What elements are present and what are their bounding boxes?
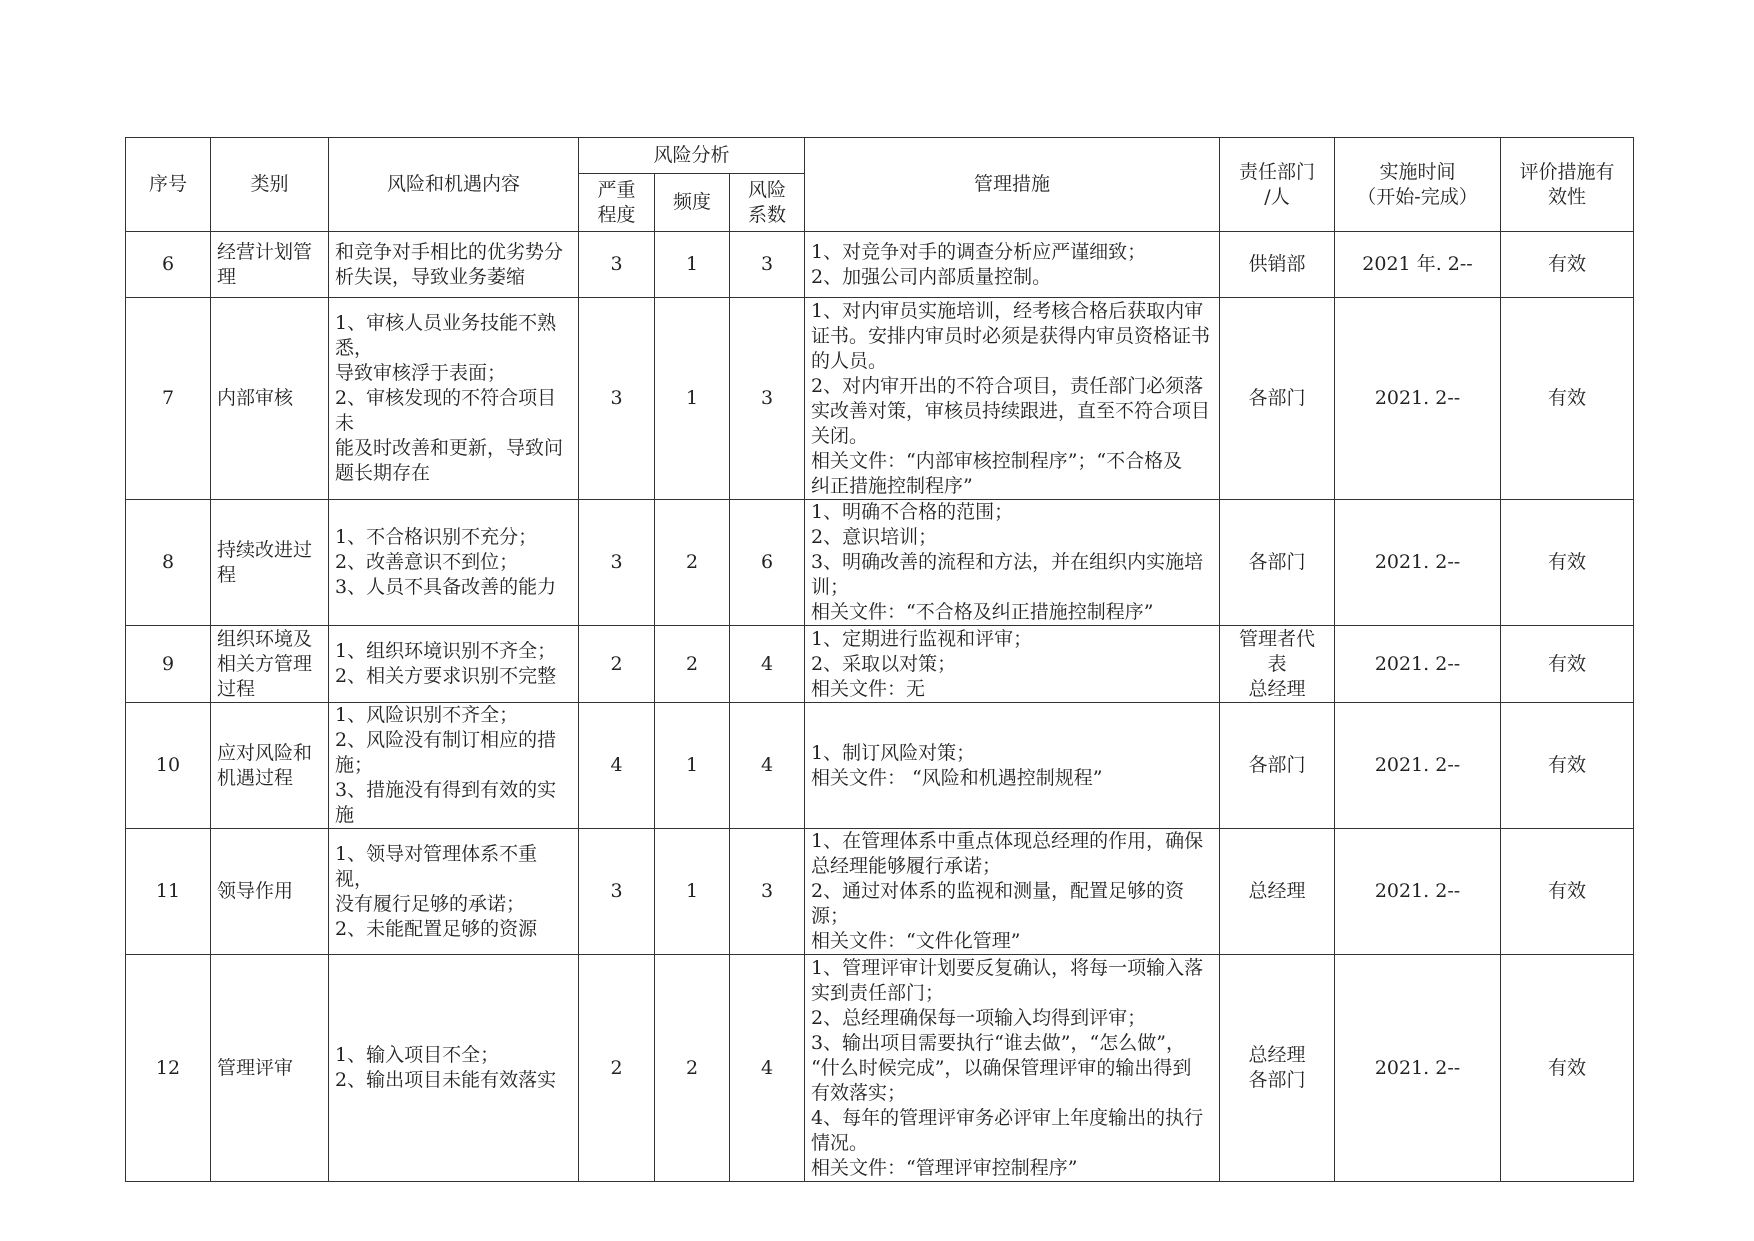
- row-measures: 1、制订风险对策； 相关文件： “风险和机遇控制规程”: [805, 703, 1220, 829]
- row-category: 经营计划管 理: [211, 232, 329, 298]
- row-measures: 1、定期进行监视和评审； 2、采取以对策； 相关文件：无: [805, 626, 1220, 703]
- header-evaluation: 评价措施有 效性: [1501, 138, 1634, 232]
- row-time: 2021. 2--: [1335, 829, 1501, 955]
- row-responsible: 各部门: [1220, 298, 1335, 500]
- row-seq: 6: [126, 232, 211, 298]
- row-seq: 8: [126, 500, 211, 626]
- header-seq: 序号: [126, 138, 211, 232]
- row-content: 1、风险识别不齐全； 2、风险没有制订相应的措施； 3、措施没有得到有效的实施: [329, 703, 579, 829]
- row-seq: 11: [126, 829, 211, 955]
- row-coefficient: 4: [730, 626, 805, 703]
- row-responsible: 管理者代 表 总经理: [1220, 626, 1335, 703]
- row-category: 持续改进过 程: [211, 500, 329, 626]
- row-time: 2021. 2--: [1335, 703, 1501, 829]
- row-severity: 2: [579, 955, 655, 1182]
- row-responsible: 各部门: [1220, 703, 1335, 829]
- header-category: 类别: [211, 138, 329, 232]
- header-content: 风险和机遇内容: [329, 138, 579, 232]
- row-evaluation: 有效: [1501, 829, 1634, 955]
- table-row: [126, 703, 1634, 829]
- table-row: [126, 626, 1634, 703]
- row-seq: 12: [126, 955, 211, 1182]
- row-severity: 4: [579, 703, 655, 829]
- row-frequency: 1: [655, 298, 730, 500]
- row-evaluation: 有效: [1501, 500, 1634, 626]
- row-evaluation: 有效: [1501, 298, 1634, 500]
- row-content: 1、组织环境识别不齐全； 2、相关方要求识别不完整: [329, 626, 579, 703]
- row-frequency: 1: [655, 829, 730, 955]
- row-category: 领导作用: [211, 829, 329, 955]
- header-risk-analysis: 风险分析: [579, 138, 805, 174]
- header-responsible: 责任部门 /人: [1220, 138, 1335, 232]
- row-responsible: 总经理 各部门: [1220, 955, 1335, 1182]
- row-responsible: 总经理: [1220, 829, 1335, 955]
- row-coefficient: 3: [730, 829, 805, 955]
- table-row: [126, 232, 1634, 298]
- row-frequency: 2: [655, 626, 730, 703]
- row-evaluation: 有效: [1501, 703, 1634, 829]
- row-evaluation: 有效: [1501, 626, 1634, 703]
- row-frequency: 2: [655, 955, 730, 1182]
- row-category: 内部审核: [211, 298, 329, 500]
- row-content: 1、输入项目不全； 2、输出项目未能有效落实: [329, 955, 579, 1182]
- row-seq: 7: [126, 298, 211, 500]
- row-content: 1、审核人员业务技能不熟悉， 导致审核浮于表面； 2、审核发现的不符合项目未 能及时改善和更新，导致问 题长期存在: [329, 298, 579, 500]
- row-evaluation: 有效: [1501, 232, 1634, 298]
- header-coefficient: 风险 系数: [730, 174, 805, 232]
- row-measures: 1、对竞争对手的调查分析应严谨细致； 2、加强公司内部质量控制。: [805, 232, 1220, 298]
- row-frequency: 2: [655, 500, 730, 626]
- row-category: 管理评审: [211, 955, 329, 1182]
- row-coefficient: 4: [730, 955, 805, 1182]
- row-severity: 3: [579, 232, 655, 298]
- row-coefficient: 6: [730, 500, 805, 626]
- row-time: 2021 年. 2--: [1335, 232, 1501, 298]
- row-responsible: 供销部: [1220, 232, 1335, 298]
- row-measures: 1、管理评审计划要反复确认，将每一项输入落 实到责任部门； 2、总经理确保每一项输入均得到评审； 3、输出项目需要执行“谁去做”，“怎么做”， “什么时候完成”，以确保管理评审的输出得到 有效落实； 4、每年的管理评审务必评审上年度输出的执行 情况。 相关文件：“管理评审控制程序”: [805, 955, 1220, 1182]
- row-coefficient: 3: [730, 298, 805, 500]
- row-content: 1、领导对管理体系不重视， 没有履行足够的承诺； 2、未能配置足够的资源: [329, 829, 579, 955]
- risk-opportunity-table: [125, 137, 1634, 1182]
- row-severity: 3: [579, 298, 655, 500]
- row-time: 2021. 2--: [1335, 955, 1501, 1182]
- row-content: 1、不合格识别不充分； 2、改善意识不到位； 3、人员不具备改善的能力: [329, 500, 579, 626]
- row-measures: 1、对内审员实施培训，经考核合格后获取内审 证书。安排内审员时必须是获得内审员资格证书 的人员。 2、对内审开出的不符合项目，责任部门必须落 实改善对策，审核员持续跟进，直至不符合项目 关闭。 相关文件：“内部审核控制程序”；“不合格及 纠正措施控制程序”: [805, 298, 1220, 500]
- table-row: [126, 500, 1634, 626]
- table-row: [126, 955, 1634, 1182]
- row-severity: 3: [579, 829, 655, 955]
- row-severity: 2: [579, 626, 655, 703]
- table-row: [126, 829, 1634, 955]
- header-severity: 严重 程度: [579, 174, 655, 232]
- row-time: 2021. 2--: [1335, 298, 1501, 500]
- header-measures: 管理措施: [805, 138, 1220, 232]
- table-row: [126, 298, 1634, 500]
- row-seq: 9: [126, 626, 211, 703]
- header-time: 实施时间 （开始-完成）: [1335, 138, 1501, 232]
- row-severity: 3: [579, 500, 655, 626]
- header-frequency: 频度: [655, 174, 730, 232]
- row-frequency: 1: [655, 232, 730, 298]
- row-category: 组织环境及 相关方管理 过程: [211, 626, 329, 703]
- row-content: 和竞争对手相比的优劣势分 析失误，导致业务萎缩: [329, 232, 579, 298]
- row-coefficient: 4: [730, 703, 805, 829]
- row-coefficient: 3: [730, 232, 805, 298]
- row-category: 应对风险和 机遇过程: [211, 703, 329, 829]
- row-frequency: 1: [655, 703, 730, 829]
- row-responsible: 各部门: [1220, 500, 1335, 626]
- row-evaluation: 有效: [1501, 955, 1634, 1182]
- row-seq: 10: [126, 703, 211, 829]
- row-measures: 1、明确不合格的范围； 2、意识培训； 3、明确改善的流程和方法，并在组织内实施培 训； 相关文件：“不合格及纠正措施控制程序”: [805, 500, 1220, 626]
- row-time: 2021. 2--: [1335, 626, 1501, 703]
- row-time: 2021. 2--: [1335, 500, 1501, 626]
- row-measures: 1、在管理体系中重点体现总经理的作用，确保 总经理能够履行承诺； 2、通过对体系的监视和测量，配置足够的资源； 相关文件：“文件化管理”: [805, 829, 1220, 955]
